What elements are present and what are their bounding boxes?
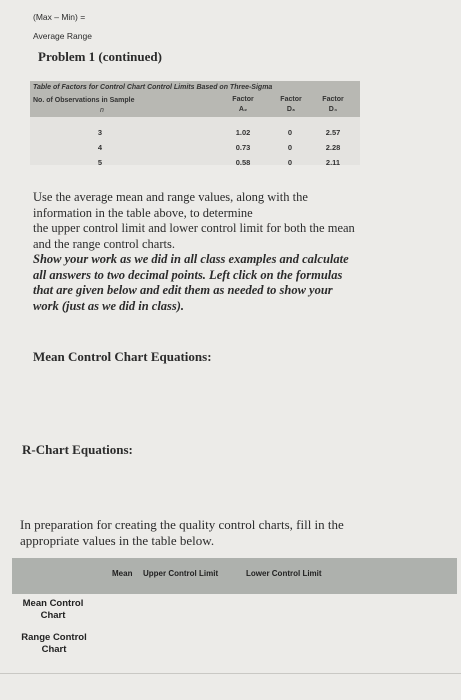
instructions-text: Use the average mean and range values, along with the information in the table above, to determine the upper control limit and lower control limit for both the mean and the range control charts. (33, 190, 355, 251)
divider (0, 673, 461, 674)
factors-table-title: Table of Factors for Control Chart Control Limits Based on Three-Sigma (33, 84, 273, 91)
problem-title: Problem 1 (continued) (38, 49, 162, 64)
col-header-d4: Factor D₄ (322, 96, 344, 113)
col-header-lcl[interactable]: Lower Control Limit (246, 569, 322, 578)
mean-equations-heading: Mean Control Chart Equations: (33, 349, 212, 364)
factors-table-header (30, 81, 360, 117)
control-limits-table-header (12, 558, 457, 594)
col-header-ucl[interactable]: Upper Control Limit (143, 569, 219, 578)
row-label-range-chart: Range Control Chart (21, 632, 87, 655)
max-min-formula: (Max – Min) = (33, 12, 86, 22)
instructions-bold-text: Show your work as we did in all class examples and calculate all answers to two decimal points. Left click on the formulas that are given below and edit them as needed to show your work (just as we did in class). (33, 252, 349, 313)
observations-header: No. of Observations in Sample (33, 97, 135, 104)
col-header-d3: Factor D₃ (280, 96, 302, 113)
row-label-mean-chart: Mean Control Chart (22, 598, 84, 621)
average-range-label: Average Range (33, 31, 92, 41)
n-label: n (100, 107, 104, 114)
col-header-a2: Factor A₂ (232, 96, 254, 113)
prep-text: In preparation for creating the quality control charts, fill in the appropriate values in the table below. (20, 517, 344, 548)
r-chart-equations-heading: R-Chart Equations: (22, 442, 133, 457)
factors-table: Table of Factors for Control Chart Control Limits Based on Three-Sigma No. of Observations in Sample n Factor A₂ Factor D₃ Factor D₄ 3 1.02 0 2.57 4 0.73 0 2.28 5 0.58 0 2.11 (30, 81, 360, 165)
col-header-mean: Mean (112, 569, 133, 578)
